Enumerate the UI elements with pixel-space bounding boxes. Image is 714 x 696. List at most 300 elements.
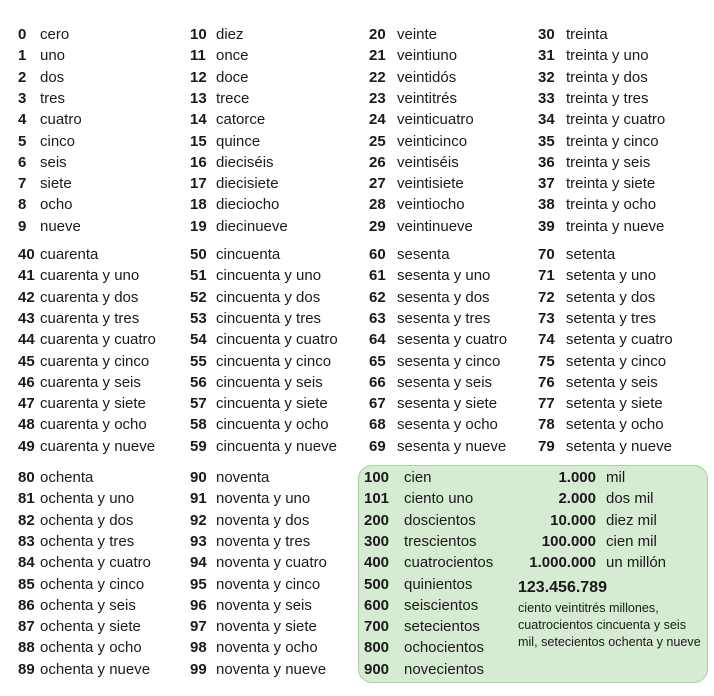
number-word: noventa y cinco <box>216 575 321 593</box>
number-digit: 34 <box>538 111 555 129</box>
number-digit: 0 <box>18 26 27 43</box>
example-number-words: ciento veintitrés millones, cuatrocientos cincuenta y seis mil, setecientos ochenta y nueve <box>518 601 701 649</box>
number-row <box>18 552 151 573</box>
number-word: veintisiete <box>397 175 464 193</box>
number-row <box>18 510 133 531</box>
number-digit: 55 <box>190 352 207 370</box>
number-row <box>18 308 139 329</box>
number-word: sesenta y siete <box>397 395 498 413</box>
number-digit: 74 <box>538 331 555 349</box>
hundreds-word: ochocientos <box>404 639 485 657</box>
number-digit: 54 <box>190 331 207 349</box>
number-row <box>538 393 663 414</box>
number-digit: 82 <box>18 511 35 529</box>
number-row <box>190 109 265 130</box>
number-word: diecinueve <box>216 217 288 235</box>
thousands-digit: 1.000.000 <box>529 554 596 572</box>
number-digit: 39 <box>538 217 555 235</box>
number-digit: 44 <box>18 331 35 349</box>
number-word: diecisiete <box>216 175 279 193</box>
number-word: veinticinco <box>397 132 468 150</box>
number-digit: 84 <box>18 554 35 572</box>
number-digit: 23 <box>369 89 386 107</box>
hundreds-digit: 200 <box>364 511 390 529</box>
number-digit: 19 <box>190 217 207 235</box>
hundreds-word: seiscientos <box>404 596 479 614</box>
number-word: sesenta y cuatro <box>397 331 508 349</box>
number-word: sesenta y tres <box>397 309 491 327</box>
number-row <box>18 45 65 66</box>
number-digit: 9 <box>18 217 27 235</box>
number-digit: 24 <box>369 111 386 129</box>
number-digit: 36 <box>538 153 555 171</box>
number-digit: 15 <box>190 132 207 150</box>
number-digit: 45 <box>18 352 35 370</box>
number-word: noventa y siete <box>216 618 317 636</box>
number-word: cincuenta y ocho <box>216 416 329 434</box>
thousands-digit: 100.000 <box>541 532 596 550</box>
number-word: cuarenta y siete <box>40 395 146 413</box>
number-digit: 43 <box>18 309 35 327</box>
number-digit: 65 <box>369 352 386 370</box>
number-word: setenta y cinco <box>566 352 667 370</box>
hundreds-digit: 700 <box>364 618 390 636</box>
number-digit: 25 <box>369 132 386 150</box>
number-row <box>538 67 648 88</box>
number-digit: 27 <box>369 175 386 193</box>
number-digit: 42 <box>18 288 35 306</box>
number-row <box>190 351 331 372</box>
hundreds-word: trescientos <box>404 532 477 550</box>
number-word: setenta y uno <box>566 267 657 285</box>
number-row <box>190 173 279 194</box>
number-row <box>369 287 490 308</box>
hundreds-digit: 400 <box>364 554 390 572</box>
number-row <box>18 637 142 658</box>
number-digit: 7 <box>18 175 27 193</box>
number-word: veinte <box>397 26 438 43</box>
number-word: cincuenta y nueve <box>216 437 337 455</box>
number-row <box>18 287 138 308</box>
number-digit: 18 <box>190 196 207 214</box>
number-digit: 80 <box>18 469 35 486</box>
number-row <box>538 351 666 372</box>
number-row <box>18 659 150 680</box>
number-word: sesenta y ocho <box>397 416 498 434</box>
number-row <box>190 659 326 680</box>
number-digit: 70 <box>538 246 555 263</box>
number-row <box>538 88 649 109</box>
number-digit: 35 <box>538 132 555 150</box>
number-digit: 91 <box>190 490 207 508</box>
number-word: diez <box>216 26 244 43</box>
number-word: trece <box>216 89 250 107</box>
number-word: sesenta y uno <box>397 267 491 285</box>
number-row <box>190 308 321 329</box>
number-digit: 3 <box>18 89 27 107</box>
number-row <box>190 88 249 109</box>
number-row <box>18 131 75 152</box>
number-word: siete <box>40 175 72 193</box>
number-row <box>18 531 134 552</box>
number-word: sesenta <box>397 246 450 263</box>
number-row <box>538 436 672 457</box>
number-digit: 16 <box>190 153 207 171</box>
number-digit: 73 <box>538 309 555 327</box>
number-word: cincuenta y dos <box>216 288 321 306</box>
number-digit: 21 <box>369 47 386 65</box>
number-row <box>538 265 656 286</box>
number-digit: 66 <box>369 373 386 391</box>
hundreds-digit: 600 <box>364 596 390 614</box>
number-row <box>369 109 474 130</box>
number-word: dieciocho <box>216 196 280 214</box>
number-row <box>538 24 608 45</box>
number-word: sesenta y nueve <box>397 437 507 455</box>
number-row <box>18 436 155 457</box>
number-word: cincuenta y siete <box>216 395 328 413</box>
number-digit: 52 <box>190 288 207 306</box>
number-digit: 87 <box>18 618 35 636</box>
number-row <box>190 436 337 457</box>
number-digit: 97 <box>190 618 207 636</box>
number-digit: 50 <box>190 246 207 263</box>
number-word: treinta y cuatro <box>566 111 666 129</box>
number-word: setenta y nueve <box>566 437 672 455</box>
number-row <box>190 595 312 616</box>
number-digit: 89 <box>18 660 35 678</box>
number-row <box>18 88 65 109</box>
number-word: cuatro <box>40 111 82 129</box>
number-digit: 57 <box>190 395 207 413</box>
number-digit: 58 <box>190 416 207 434</box>
number-word: setenta y siete <box>566 395 663 413</box>
number-row <box>369 329 507 350</box>
number-row <box>190 393 328 414</box>
number-row <box>18 414 147 435</box>
number-digit: 75 <box>538 352 555 370</box>
number-digit: 85 <box>18 575 35 593</box>
number-word: setenta <box>566 246 616 263</box>
number-row <box>190 24 244 45</box>
number-word: sesenta y seis <box>397 373 493 391</box>
number-word: cuarenta y uno <box>40 267 140 285</box>
number-row <box>369 393 497 414</box>
number-word: treinta y siete <box>566 175 656 193</box>
number-digit: 71 <box>538 267 555 285</box>
number-digit: 51 <box>190 267 207 285</box>
number-row <box>18 329 156 350</box>
thousands-digit: 10.000 <box>550 511 596 529</box>
number-digit: 29 <box>369 217 386 235</box>
hundreds-word: doscientos <box>404 511 476 529</box>
number-word: cincuenta y cinco <box>216 352 332 370</box>
number-word: sesenta y cinco <box>397 352 501 370</box>
number-digit: 59 <box>190 437 207 455</box>
number-digit: 20 <box>369 26 386 43</box>
number-row <box>538 216 664 237</box>
number-word: cincuenta y cuatro <box>216 331 338 349</box>
hundreds-word: ciento uno <box>404 490 474 508</box>
number-word: cuarenta <box>40 246 99 263</box>
number-digit: 98 <box>190 639 207 657</box>
number-digit: 41 <box>18 267 35 285</box>
number-row <box>538 244 615 265</box>
number-row <box>18 595 136 616</box>
hundreds-digit: 900 <box>364 660 390 678</box>
number-row <box>190 637 318 658</box>
number-row <box>190 287 320 308</box>
number-digit: 56 <box>190 373 207 391</box>
number-word: veintidós <box>397 68 457 86</box>
number-row <box>538 372 658 393</box>
number-word: quince <box>216 132 261 150</box>
number-word: cincuenta y uno <box>216 267 322 285</box>
number-digit: 2 <box>18 68 27 86</box>
number-digit: 83 <box>18 532 35 550</box>
number-digit: 93 <box>190 532 207 550</box>
number-row <box>538 131 659 152</box>
hundreds-word: cien <box>404 469 432 486</box>
number-word: cero <box>40 26 70 43</box>
number-row <box>538 109 665 130</box>
number-row <box>18 393 146 414</box>
number-word: ochenta y tres <box>40 532 135 550</box>
hundreds-word: quinientos <box>404 575 473 593</box>
number-row <box>190 216 288 237</box>
hundreds-word: cuatrocientos <box>404 554 494 572</box>
number-row <box>18 152 67 173</box>
number-word: cincuenta y tres <box>216 309 322 327</box>
number-row <box>18 488 134 509</box>
number-row <box>190 152 274 173</box>
number-word: setenta y dos <box>566 288 656 306</box>
number-row <box>190 467 269 488</box>
thousands-digit: 2.000 <box>558 490 596 508</box>
number-digit: 4 <box>18 111 27 129</box>
number-digit: 81 <box>18 490 35 508</box>
number-row <box>369 244 450 265</box>
number-row <box>369 88 457 109</box>
number-row <box>538 194 656 215</box>
number-row <box>190 510 309 531</box>
number-digit: 28 <box>369 196 386 214</box>
number-row <box>190 194 279 215</box>
thousands-word: un millón <box>606 554 667 572</box>
number-word: tres <box>40 89 66 107</box>
number-word: ochenta <box>40 469 94 486</box>
number-row <box>18 216 81 237</box>
number-row <box>18 351 149 372</box>
number-digit: 69 <box>369 437 386 455</box>
example-number: 123.456.789 <box>518 579 607 596</box>
number-row <box>190 372 323 393</box>
number-word: treinta <box>566 26 608 43</box>
number-row <box>18 109 82 130</box>
number-digit: 47 <box>18 395 35 413</box>
hundreds-digit: 101 <box>364 490 390 508</box>
hundreds-digit: 300 <box>364 532 390 550</box>
number-word: cuarenta y dos <box>40 288 139 306</box>
number-digit: 22 <box>369 68 386 86</box>
number-word: cinco <box>40 132 76 150</box>
number-digit: 26 <box>369 153 386 171</box>
thousands-digit: 1.000 <box>558 469 596 486</box>
number-row <box>369 436 506 457</box>
number-digit: 99 <box>190 660 207 678</box>
number-digit: 31 <box>538 47 555 65</box>
number-word: ochenta y cuatro <box>40 554 151 572</box>
number-row <box>190 552 327 573</box>
number-word: treinta y ocho <box>566 196 657 214</box>
number-word: noventa y tres <box>216 532 311 550</box>
number-word: uno <box>40 47 66 65</box>
number-digit: 11 <box>190 47 206 65</box>
number-row <box>369 131 467 152</box>
number-digit: 96 <box>190 596 207 614</box>
number-row <box>538 329 673 350</box>
number-word: sesenta y dos <box>397 288 490 306</box>
number-word: veintiocho <box>397 196 465 214</box>
number-digit: 17 <box>190 175 207 193</box>
number-word: seis <box>40 153 67 171</box>
number-word: treinta y cinco <box>566 132 659 150</box>
number-digit: 88 <box>18 639 35 657</box>
number-digit: 13 <box>190 89 207 107</box>
number-row <box>369 67 456 88</box>
number-row <box>369 265 490 286</box>
number-row <box>190 131 260 152</box>
number-digit: 38 <box>538 196 555 214</box>
number-digit: 53 <box>190 309 207 327</box>
number-digit: 48 <box>18 416 35 434</box>
number-digit: 14 <box>190 111 207 129</box>
number-word: setenta y ocho <box>566 416 664 434</box>
number-row <box>369 372 492 393</box>
number-digit: 33 <box>538 89 555 107</box>
number-digit: 46 <box>18 373 35 391</box>
number-row <box>369 173 464 194</box>
number-word: setenta y cuatro <box>566 331 673 349</box>
number-word: noventa y seis <box>216 596 312 614</box>
number-word: ochenta y seis <box>40 596 136 614</box>
hundreds-digit: 500 <box>364 575 390 593</box>
number-word: treinta y uno <box>566 47 649 65</box>
number-word: ochenta y dos <box>40 511 134 529</box>
number-word: ochenta y ocho <box>40 639 142 657</box>
number-row <box>190 616 317 637</box>
number-row <box>18 244 98 265</box>
number-row <box>369 308 490 329</box>
number-word: noventa y ocho <box>216 639 318 657</box>
number-row <box>538 152 650 173</box>
number-digit: 10 <box>190 26 207 43</box>
number-row <box>18 24 69 45</box>
number-digit: 40 <box>18 246 35 263</box>
number-row <box>538 173 655 194</box>
number-word: cincuenta y seis <box>216 373 323 391</box>
number-word: nueve <box>40 217 81 235</box>
number-digit: 72 <box>538 288 555 306</box>
hundreds-word: novecientos <box>404 660 485 678</box>
number-word: ochenta y cinco <box>40 575 145 593</box>
number-word: cuarenta y cinco <box>40 352 150 370</box>
number-word: once <box>216 47 249 65</box>
number-digit: 32 <box>538 68 555 86</box>
number-row <box>190 329 338 350</box>
number-word: veintiuno <box>397 47 458 65</box>
number-word: treinta y tres <box>566 89 649 107</box>
number-digit: 64 <box>369 331 386 349</box>
number-row <box>190 265 321 286</box>
number-word: ochenta y siete <box>40 618 141 636</box>
number-row <box>538 287 655 308</box>
number-row <box>18 265 139 286</box>
number-row <box>190 414 329 435</box>
number-digit: 60 <box>369 246 386 263</box>
number-digit: 5 <box>18 132 27 150</box>
number-row <box>18 194 73 215</box>
number-word: setenta y tres <box>566 309 657 327</box>
number-word: ocho <box>40 196 73 214</box>
number-row <box>369 24 437 45</box>
number-row <box>18 467 93 488</box>
number-digit: 49 <box>18 437 35 455</box>
number-row <box>369 45 457 66</box>
number-digit: 12 <box>190 68 207 86</box>
number-digit: 68 <box>369 416 386 434</box>
number-word: catorce <box>216 111 266 129</box>
number-digit: 62 <box>369 288 386 306</box>
number-word: treinta y seis <box>566 153 651 171</box>
number-word: setenta y seis <box>566 373 658 391</box>
hundreds-digit: 100 <box>364 469 390 486</box>
number-word: treinta y dos <box>566 68 648 86</box>
number-word: cuarenta y nueve <box>40 437 156 455</box>
number-word: noventa y nueve <box>216 660 327 678</box>
number-row <box>538 308 656 329</box>
number-digit: 76 <box>538 373 555 391</box>
number-word: ochenta y nueve <box>40 660 151 678</box>
number-row <box>369 216 473 237</box>
number-row <box>369 152 459 173</box>
number-word: veintiséis <box>397 153 459 171</box>
number-digit: 8 <box>18 196 27 214</box>
number-word: cuarenta y cuatro <box>40 331 156 349</box>
number-digit: 92 <box>190 511 207 529</box>
number-digit: 61 <box>369 267 386 285</box>
number-digit: 63 <box>369 309 386 327</box>
number-word: noventa y uno <box>216 490 311 508</box>
number-digit: 37 <box>538 175 555 193</box>
hundreds-digit: 800 <box>364 639 390 657</box>
number-row <box>18 372 141 393</box>
number-row <box>369 194 465 215</box>
number-row <box>190 244 280 265</box>
number-digit: 79 <box>538 437 555 455</box>
number-digit: 30 <box>538 26 555 43</box>
number-row <box>18 67 64 88</box>
number-word: ochenta y uno <box>40 490 135 508</box>
number-digit: 78 <box>538 416 555 434</box>
thousands-word: diez mil <box>606 511 657 529</box>
number-word: veintinueve <box>397 217 473 235</box>
number-word: cuarenta y tres <box>40 309 140 327</box>
number-digit: 90 <box>190 469 207 486</box>
thousands-word: dos mil <box>606 490 654 508</box>
number-row <box>190 67 249 88</box>
number-word: cuarenta y seis <box>40 373 141 391</box>
